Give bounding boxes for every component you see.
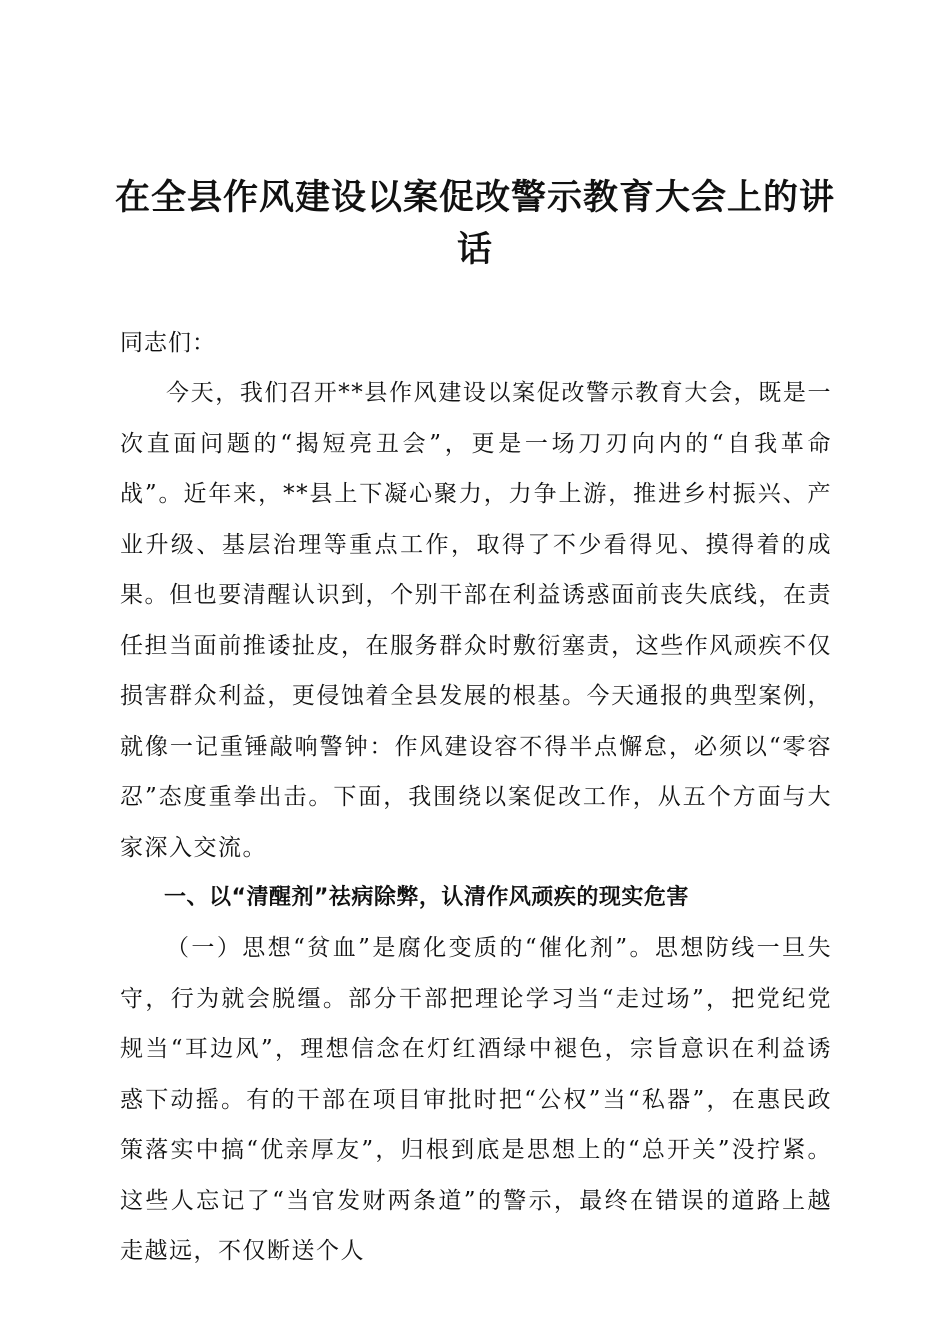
section-paragraph: （一）思想“贫血”是腐化变质的“催化剂”。思想防线一旦失守，行为就会脱缰。部分干部把理论学习当“走过场”，把党纪党规当“耳边风”，理想信念在灯红酒绿中褪色，宗旨意识在利益诱惑下动摇。有的干部在项目审批时把“公权”当“私器”，在惠民政策落实中搞“优亲厚友”，归根到底是思想上的“总开关”没拧紧。这些人忘记了“当官发财两条道”的警示，最终在错误的道路上越走越远，不仅断送个人 — [120, 935, 832, 1264]
section-heading: 一、以“清醒剂”祛病除弊，认清作风顽疾的现实危害 — [164, 885, 689, 910]
document-body — [120, 318, 832, 1277]
salutation: 同志们： — [120, 330, 216, 356]
intro-paragraph: 今天，我们召开**县作风建设以案促改警示教育大会，既是一次直面问题的“揭短亮丑会”，更是一场刀刃向内的“自我革命战”。近年来，**县上下凝心聚力，力争上游，推进乡村振兴、产业升级、基层治理等重点工作，取得了不少看得见、摸得着的成果。但也要清醒认识到，个别干部在利益诱惑面前丧失底线，在责任担当面前推诿扯皮，在服务群众时敷衍塞责，这些作风顽疾不仅损害群众利益，更侵蚀着全县发展的根基。今天通报的典型案例，就像一记重锤敲响警钟：作风建设容不得半点懈怠，必须以“零容忍”态度重拳出击。下面，我围绕以案促改工作，从五个方面与大家深入交流。 — [120, 380, 832, 861]
document-title: 在全县作风建设以案促改警示教育大会上的讲话 — [114, 178, 835, 270]
